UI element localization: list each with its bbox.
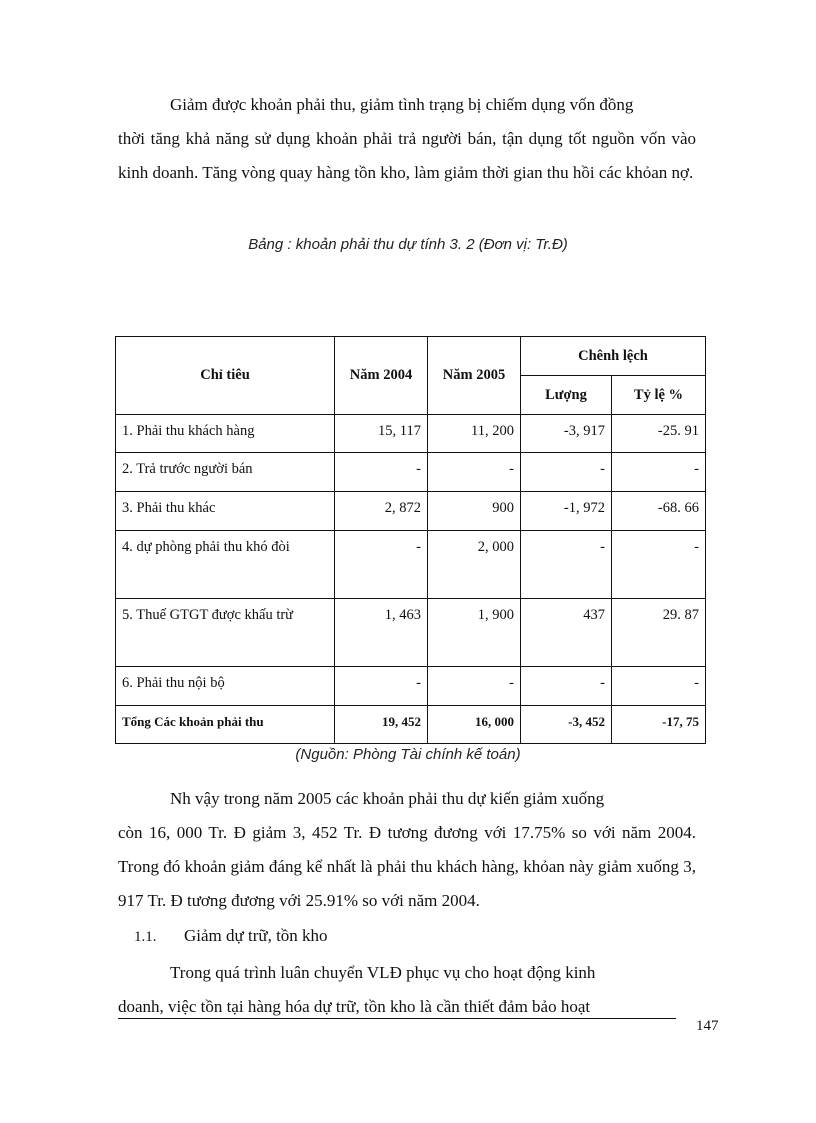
row-label: 3. Phải thu khác <box>116 492 335 531</box>
value-ratio: -68. 66 <box>612 492 706 531</box>
table-row <box>116 531 706 599</box>
row-label: 4. dự phòng phải thu khó đòi <box>116 531 335 599</box>
row-label: 2. Trả trước người bán <box>116 453 335 492</box>
row-label: 6. Phải thu nội bộ <box>116 667 335 706</box>
paragraph-line: thu hồi các khỏan nợ. <box>546 163 694 182</box>
paragraph-line: 2004. Trong đó khoản giảm đáng kể nhất là phải thu khách hàng, khỏan <box>118 823 696 876</box>
paragraph-line: Trong quá trình luân chuyển VLĐ phục vụ cho hoạt động kinh <box>170 963 596 982</box>
table-row <box>116 599 706 667</box>
value-amount: - <box>521 667 612 706</box>
row-label: 5. Thuế GTGT được khấu trừ <box>116 599 335 667</box>
value-amount: - <box>521 453 612 492</box>
table-row <box>116 667 706 706</box>
total-2005: 16, 000 <box>428 706 521 744</box>
value-2005: 900 <box>428 492 521 531</box>
paragraph-line: Giảm được khoản phải thu, giảm tình trạng bị chiếm dụng vốn đồng <box>170 95 634 114</box>
paragraph-line: vốn vào kinh doanh. Tăng vòng quay hàng tồn kho, làm giảm thời gian <box>118 129 697 182</box>
table-header-row <box>116 337 706 376</box>
value-2004: 2, 872 <box>335 492 428 531</box>
value-2005: 2, 000 <box>428 531 521 599</box>
paragraph-line: Nh vậy trong năm 2005 các khoản phải thu dự kiến giảm xuống <box>170 789 605 808</box>
value-2005: - <box>428 667 521 706</box>
value-2004: 1, 463 <box>335 599 428 667</box>
value-ratio: - <box>612 453 706 492</box>
row-label: 1. Phải thu khách hàng <box>116 415 335 453</box>
paragraph-line: còn 16, 000 Tr. Đ giảm 3, 452 Tr. Đ tương đương với 17.75% so với năm <box>118 823 652 842</box>
header-year-2004: Năm 2004 <box>335 337 428 415</box>
value-2004: - <box>335 667 428 706</box>
table-row <box>116 453 706 492</box>
value-2004: - <box>335 453 428 492</box>
analysis-paragraph <box>118 782 696 918</box>
inventory-paragraph <box>118 956 696 1024</box>
value-ratio: 29. 87 <box>612 599 706 667</box>
value-2004: - <box>335 531 428 599</box>
header-ratio: Tỷ lệ % <box>612 376 706 415</box>
header-difference: Chênh lệch <box>521 337 706 376</box>
header-amount: Lượng <box>521 376 612 415</box>
source-note: (Nguồn: Phòng Tài chính kế toán) <box>295 746 521 763</box>
page-number: 147 <box>696 1018 719 1034</box>
paragraph-line: doanh, việc tồn tại hàng hóa dự trữ, tồn kho là cần thiết đảm bảo hoạt <box>118 997 591 1016</box>
header-indicator: Chỉ tiêu <box>116 337 335 415</box>
total-label: Tổng Các khoản phải thu <box>116 706 335 744</box>
value-ratio: - <box>612 531 706 599</box>
receivables-table <box>115 336 706 744</box>
value-amount: -3, 917 <box>521 415 612 453</box>
intro-paragraph <box>118 88 696 190</box>
value-2005: - <box>428 453 521 492</box>
total-ratio: -17, 75 <box>612 706 706 744</box>
total-2004: 19, 452 <box>335 706 428 744</box>
section-number: 1.1. <box>134 929 157 945</box>
header-year-2005: Năm 2005 <box>428 337 521 415</box>
total-amount: -3, 452 <box>521 706 612 744</box>
table-caption: Bảng : khoản phải thu dự tính 3. 2 (Đơn vị: Tr.Đ) <box>248 236 568 253</box>
table-row <box>116 492 706 531</box>
value-2005: 11, 200 <box>428 415 521 453</box>
value-ratio: -25. 91 <box>612 415 706 453</box>
value-amount: -1, 972 <box>521 492 612 531</box>
table-row <box>116 415 706 453</box>
paragraph-line: thời tăng khả năng sử dụng khoản phải trả người bán, tận dụng tốt nguồn <box>118 129 635 148</box>
value-2004: 15, 117 <box>335 415 428 453</box>
value-amount: 437 <box>521 599 612 667</box>
value-2005: 1, 900 <box>428 599 521 667</box>
value-ratio: - <box>612 667 706 706</box>
table-total-row <box>116 706 706 744</box>
section-title: Giảm dự trữ, tồn kho <box>184 926 328 945</box>
paragraph-line: này giảm xuống 3, 917 Tr. Đ tương đương với 25.91% so với năm 2004. <box>118 857 696 910</box>
footer-divider <box>118 1018 676 1019</box>
section-heading <box>134 926 328 946</box>
value-amount: - <box>521 531 612 599</box>
